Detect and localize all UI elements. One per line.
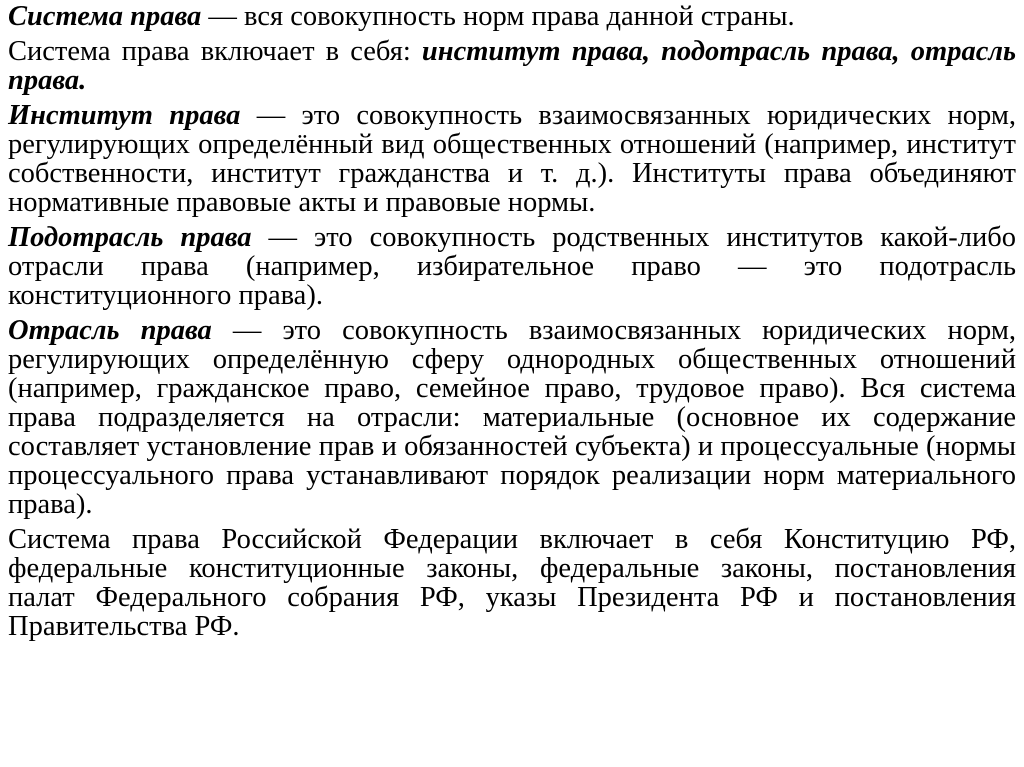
paragraph-branch-of-law [8, 316, 1016, 519]
term-institution-of-law: Институт права [8, 100, 241, 131]
text-run: — [201, 1, 245, 32]
term-list-institution-subbranch-branch: институт права, подотрасль права, отрасль права. [8, 36, 1016, 96]
slide-text-body [8, 0, 1016, 641]
paragraph-system-of-law-includes [8, 37, 1016, 95]
paragraph-system-of-law-definition [8, 0, 1016, 31]
paragraph-subbranch-of-law [8, 223, 1016, 310]
text-run: — это совокупность взаимосвязанных юридических норм, регулирующих определённую сферу однородных общественных отношений (например, гражданское право, семейное право, трудовое право). Вся система права подразделяется на отрасли: материальные (основное их содержание составляет установление прав и обязанностей субъекта) и процессуальные (нормы процессуального права устанавливают порядок реализации норм материального права). [8, 315, 1016, 520]
term-branch-of-law: Отрасль права [8, 315, 212, 346]
text-run: Система права включает в себя: [8, 36, 422, 67]
text-run: Система права Российской Федерации включает в себя Конституцию РФ, федеральные конституционные законы, федеральные законы, постановления палат Федерального собрания РФ, указы Президента РФ и постановления Правительства РФ. [8, 524, 1016, 642]
paragraph-institution-of-law [8, 101, 1016, 217]
text-run: вся совокупность норм права данной страны. [244, 1, 795, 32]
term-subbranch-of-law: Подотрасль права [8, 222, 252, 253]
text-run: — это совокупность взаимосвязанных юридических норм, регулирующих определённый вид общественных отношений (например, институт собственности, институт гражданства и т. д.). Институты права объединяют нормативные правовые акты и правовые нормы. [8, 100, 1016, 218]
text-run: — это совокупность родственных институтов какой-либо отрасли права (например, избирательное право — это подотрасль конституционного права). [8, 222, 1016, 311]
term-system-of-law: Система права [8, 1, 202, 32]
paragraph-russian-federation-law-system [8, 525, 1016, 641]
